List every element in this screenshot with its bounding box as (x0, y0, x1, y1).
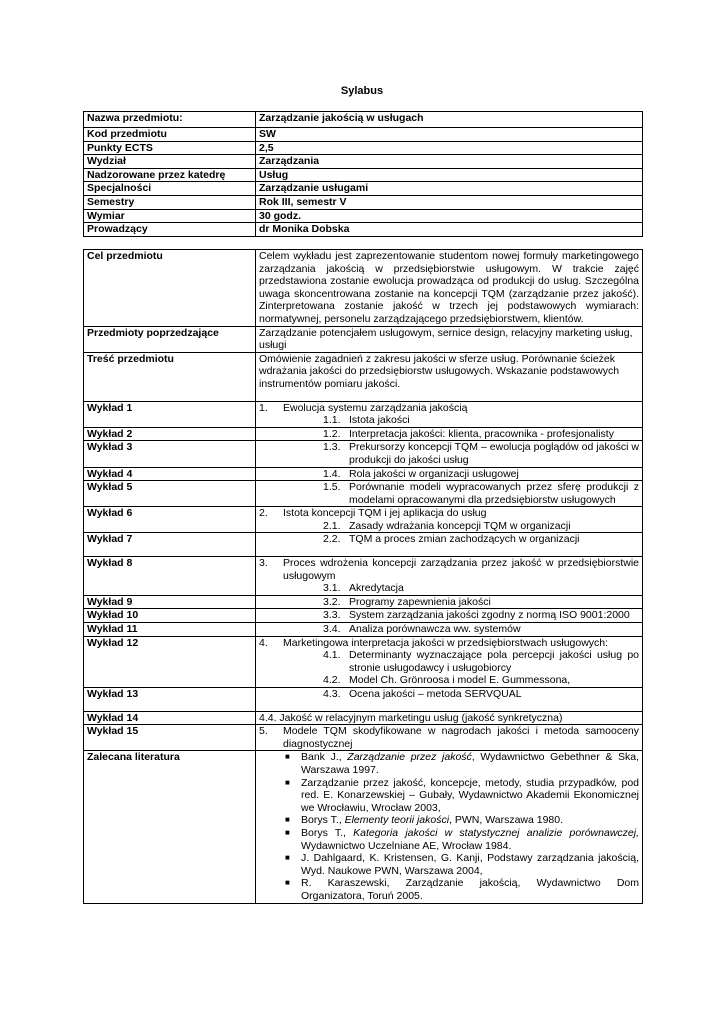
table-row (84, 751, 643, 903)
literature-text: , Wydawnictwo Gebethner & Ska, Warszawa 1997. (301, 751, 639, 776)
info-label: Kod przedmiotu (84, 128, 256, 142)
subtopic-number: 4.2. (323, 674, 341, 687)
subtopic-item (259, 582, 639, 595)
literature-text: J. Dahlgaard, K. Kristensen, G. Kanji, Podstawy zarządzania jakością, Wyd. Naukowe PWN, Warszawa 2004, (301, 852, 639, 877)
info-label: Nazwa przedmiotu: (84, 112, 256, 128)
table-row (84, 182, 643, 196)
table-row (84, 195, 643, 209)
subtopic-text: Akredytacja (349, 582, 404, 595)
lecture-label: Wykład 7 (84, 533, 256, 557)
tresc-text (256, 352, 643, 401)
lecture-content (256, 481, 643, 507)
subtopic-item (259, 674, 639, 687)
table-row (84, 168, 643, 182)
subtopic-number: 1.5. (323, 481, 341, 494)
subtopic-item (259, 688, 639, 701)
literature-item (259, 827, 639, 852)
subtopic-item (259, 533, 639, 546)
lecture-content (256, 427, 643, 441)
lecture-content (256, 401, 643, 427)
bullet-icon: ■ (285, 777, 290, 787)
topic-item (259, 402, 639, 415)
info-label: Semestry (84, 195, 256, 209)
table-row (84, 595, 643, 609)
info-table (83, 111, 643, 237)
literature-item (259, 877, 639, 902)
subtopic-item (259, 468, 639, 481)
subtopic-text: Model Ch. Grönroosa i model E. Gummessona, (349, 674, 571, 687)
subtopic-item (259, 481, 639, 506)
info-label: Nadzorowane przez katedrę (84, 168, 256, 182)
lecture-content (256, 688, 643, 712)
table-row (84, 427, 643, 441)
subtopic-text: Zasady wdrażania koncepcji TQM w organizacji (349, 519, 571, 532)
subtopic-number: 1.4. (323, 467, 341, 480)
table-row (84, 155, 643, 169)
literature-title: Kategoria jakości w statystycznej analizie porównawczej, (353, 826, 639, 839)
subtopic-text: Rola jakości w organizacji usługowej (349, 467, 519, 480)
lecture-content (256, 636, 643, 687)
subtopic-item (259, 596, 639, 609)
info-value: dr Monika Dobska (256, 223, 643, 237)
info-value: 30 godz. (256, 209, 643, 223)
lecture-label: Wykład 14 (84, 711, 256, 725)
table-row (84, 636, 643, 687)
literature-title: Zarządzanie przez jakość (347, 751, 472, 764)
subtopic-number: 1.2. (323, 427, 341, 440)
table-row (84, 711, 643, 725)
subtopic-number: 3.4. (323, 623, 341, 636)
subtopic-number: 3.3. (323, 609, 341, 622)
lecture-label: Wykład 11 (84, 623, 256, 637)
bullet-icon: ■ (285, 752, 290, 762)
tresc-label: Treść przedmiotu (84, 352, 256, 401)
subtopic-text: Prekursorzy koncepcji TQM – ewolucja poglądów od jakości w produkcji do jakości usług (349, 441, 639, 466)
cel-text: Celem wykładu jest zaprezentowanie studentom nowej formuły marketingowego zarządzania jakością w przedsiębiorstwie usługowym. W trakcie zajęć przedstawiona zostanie ewolucja prowadząca od produkcji do usług. Szczególna uwaga skoncentrowana zostanie na koncepcji TQM (zarządzanie przez jakość). Zinterpretowana zostanie jakość w trzech jej podstawowych wymiarach: normatywnej, personelu zarządzającego przedsiębiorstwem, klientów. (256, 250, 643, 327)
lecture-label: Wykład 4 (84, 467, 256, 481)
table-row (84, 223, 643, 237)
table-row (84, 352, 643, 401)
literature-text: Borys T., (301, 814, 345, 827)
subtopic-text: Porównanie modeli wypracowanych przez sferę produkcji z modelami opracowanymi dla przedsiębiorstw usługowych (349, 481, 639, 506)
info-label: Specjalności (84, 182, 256, 196)
subtopic-number: 3.2. (323, 595, 341, 608)
lecture-label: Wykład 10 (84, 609, 256, 623)
table-row (84, 507, 643, 533)
subtopic-item (259, 609, 639, 622)
subtopic-number: 4.1. (323, 649, 341, 662)
info-value: 2,5 (256, 141, 643, 155)
lecture-label: Wykład 12 (84, 636, 256, 687)
subtopic-item (259, 414, 639, 427)
table-row (84, 141, 643, 155)
literature-text: Bank J., (301, 751, 348, 764)
lecture-label: Wykład 8 (84, 557, 256, 596)
topic-item (259, 507, 639, 520)
subtopic-item (259, 520, 639, 533)
subtopic-text: Interpretacja jakości: klienta, pracownika - profesjonalisty (349, 427, 614, 440)
table-row (84, 326, 643, 352)
topic-text: Modele TQM skodyfikowane w nagrodach jakości i metoda samooceny diagnostycznej (283, 725, 639, 750)
topic-item (259, 557, 639, 582)
info-value: Zarządzanie usługami (256, 182, 643, 196)
info-value: Zarządzania (256, 155, 643, 169)
bullet-icon: ■ (285, 878, 290, 888)
table-row (84, 250, 643, 327)
literature-text: R. Karaszewski, Zarządzanie jakością, Wydawnictwo Dom Organizatora, Toruń 2005. (301, 877, 639, 902)
topic-item (259, 637, 639, 650)
subtopic-text: Ocena jakości – metoda SERVQUAL (349, 688, 522, 700)
subtopic-item (259, 441, 639, 466)
topic-number: 4. (259, 636, 268, 649)
literature-text: Borys T., (301, 826, 354, 839)
subtopic-number: 1.3. (323, 441, 341, 454)
subtopic-text: System zarządzania jakości zgodny z normą ISO 9001:2000 (349, 609, 630, 622)
lecture-label: Wykład 6 (84, 507, 256, 533)
lecture-content (256, 595, 643, 609)
topic-text: Marketingowa interpretacja jakości w przedsiębiorstwach usługowych: (283, 636, 609, 649)
literature-text: , PWN, Warszawa 1980. (449, 814, 564, 827)
topic-text: Ewolucja systemu zarządzania jakością (283, 401, 468, 414)
topic-number: 1. (259, 401, 268, 414)
topic-item (259, 725, 639, 750)
table-row (84, 725, 643, 751)
lecture-content (256, 623, 643, 637)
table-row (84, 688, 643, 712)
table-row (84, 481, 643, 507)
lecture-content (256, 507, 643, 533)
poprzedzajace-label: Przedmioty poprzedzające (84, 326, 256, 352)
subtopic-number: 2.1. (323, 519, 341, 532)
subtopic-item (259, 428, 639, 441)
subtopic-item (259, 623, 639, 636)
literature-item (259, 814, 639, 827)
literature-title: Elementy teorii jakości (344, 814, 450, 827)
literatura-label: Zalecana literatura (84, 751, 256, 903)
lecture-label: Wykład 15 (84, 725, 256, 751)
subtopic-text: Determinanty wyznaczające pola percepcji jakości usług po stronie usługodawcy i usługobiorcy (349, 649, 639, 674)
syllabus-table (83, 249, 643, 904)
page-title: Sylabus (340, 85, 384, 97)
tresc-text-content: Omówienie zagadnień z zakresu jakości w sferze usług. Porównanie ścieżek wdrażania jakości do przedsiębiorstw usługowych. Wskazanie podstawowych instrumentów pomiaru jakości. (259, 352, 620, 390)
bullet-icon: ■ (285, 853, 290, 863)
topic-number: 3. (259, 557, 268, 570)
table-row (84, 533, 643, 557)
lecture-content (256, 467, 643, 481)
lecture-label: Wykład 9 (84, 595, 256, 609)
table-row (84, 128, 643, 142)
literature-item (259, 777, 639, 815)
lecture-label: Wykład 1 (84, 401, 256, 427)
subtopic-number: 4.3. (323, 688, 341, 700)
subtopic-text: Analiza porównawcza ww. systemów (349, 623, 521, 636)
topic-text: Istota koncepcji TQM i jej aplikacja do usług (283, 507, 487, 520)
info-label: Wymiar (84, 209, 256, 223)
lecture-label: Wykład 2 (84, 427, 256, 441)
lecture-content (256, 609, 643, 623)
subtopic-number: 3.1. (323, 582, 341, 595)
info-value: Rok III, semestr V (256, 195, 643, 209)
lecture-label: Wykład 13 (84, 688, 256, 712)
literatura-content (256, 751, 643, 903)
table-row (84, 623, 643, 637)
topic-text: Proces wdrożenia koncepcji zarządzania przez jakość w przedsiębiorstwie usługowym (283, 557, 639, 582)
table-row (84, 209, 643, 223)
info-label: Wydział (84, 155, 256, 169)
topic-number: 2. (259, 507, 268, 520)
bullet-icon: ■ (285, 815, 290, 825)
subtopic-text: Programy zapewnienia jakości (349, 595, 491, 608)
table-row (84, 557, 643, 596)
lecture-content (256, 441, 643, 467)
topic-number: 5. (259, 725, 268, 738)
info-value: SW (256, 128, 643, 142)
literature-text: Wydawnictwo Uczelniane AE, Wrocław 1984. (301, 839, 512, 852)
table-row (84, 112, 643, 128)
info-value: Usług (256, 168, 643, 182)
table-row (84, 441, 643, 467)
info-label: Prowadzący (84, 223, 256, 237)
literature-text: Zarządzanie przez jakość, koncepcje, metody, studia przypadków, pod red. E. Konarzewskiej – Gubały, Wydawnictwo Akademii Ekonomicznej we Wrocławiu, Wrocław 2003, (301, 776, 639, 814)
literature-item (259, 751, 639, 776)
literature-item (259, 852, 639, 877)
poprzedzajace-text: Zarządzanie potencjałem usługowym, sernice design, relacyjny marketing usług, usługi (256, 326, 643, 352)
subtopic-number: 1.1. (323, 414, 341, 427)
lecture-label: Wykład 3 (84, 441, 256, 467)
subtopic-number: 2.2. (323, 533, 341, 546)
lecture-content (256, 533, 643, 557)
info-value: Zarządzanie jakością w usługach (256, 112, 643, 128)
table-row (84, 467, 643, 481)
lecture-content (256, 557, 643, 596)
bullet-icon: ■ (285, 827, 290, 837)
table-row (84, 609, 643, 623)
lecture-content: 4.4. Jakość w relacyjnym marketingu usług (jakość synkretyczna) (256, 711, 643, 725)
subtopic-text: Istota jakości (349, 414, 410, 427)
info-label: Punkty ECTS (84, 141, 256, 155)
table-row (84, 401, 643, 427)
lecture-label: Wykład 5 (84, 481, 256, 507)
subtopic-text: TQM a proces zmian zachodzących w organizacji (349, 533, 580, 546)
lecture-content (256, 725, 643, 751)
cel-label: Cel przedmiotu (84, 250, 256, 327)
subtopic-item (259, 649, 639, 674)
literature-list (259, 751, 639, 902)
